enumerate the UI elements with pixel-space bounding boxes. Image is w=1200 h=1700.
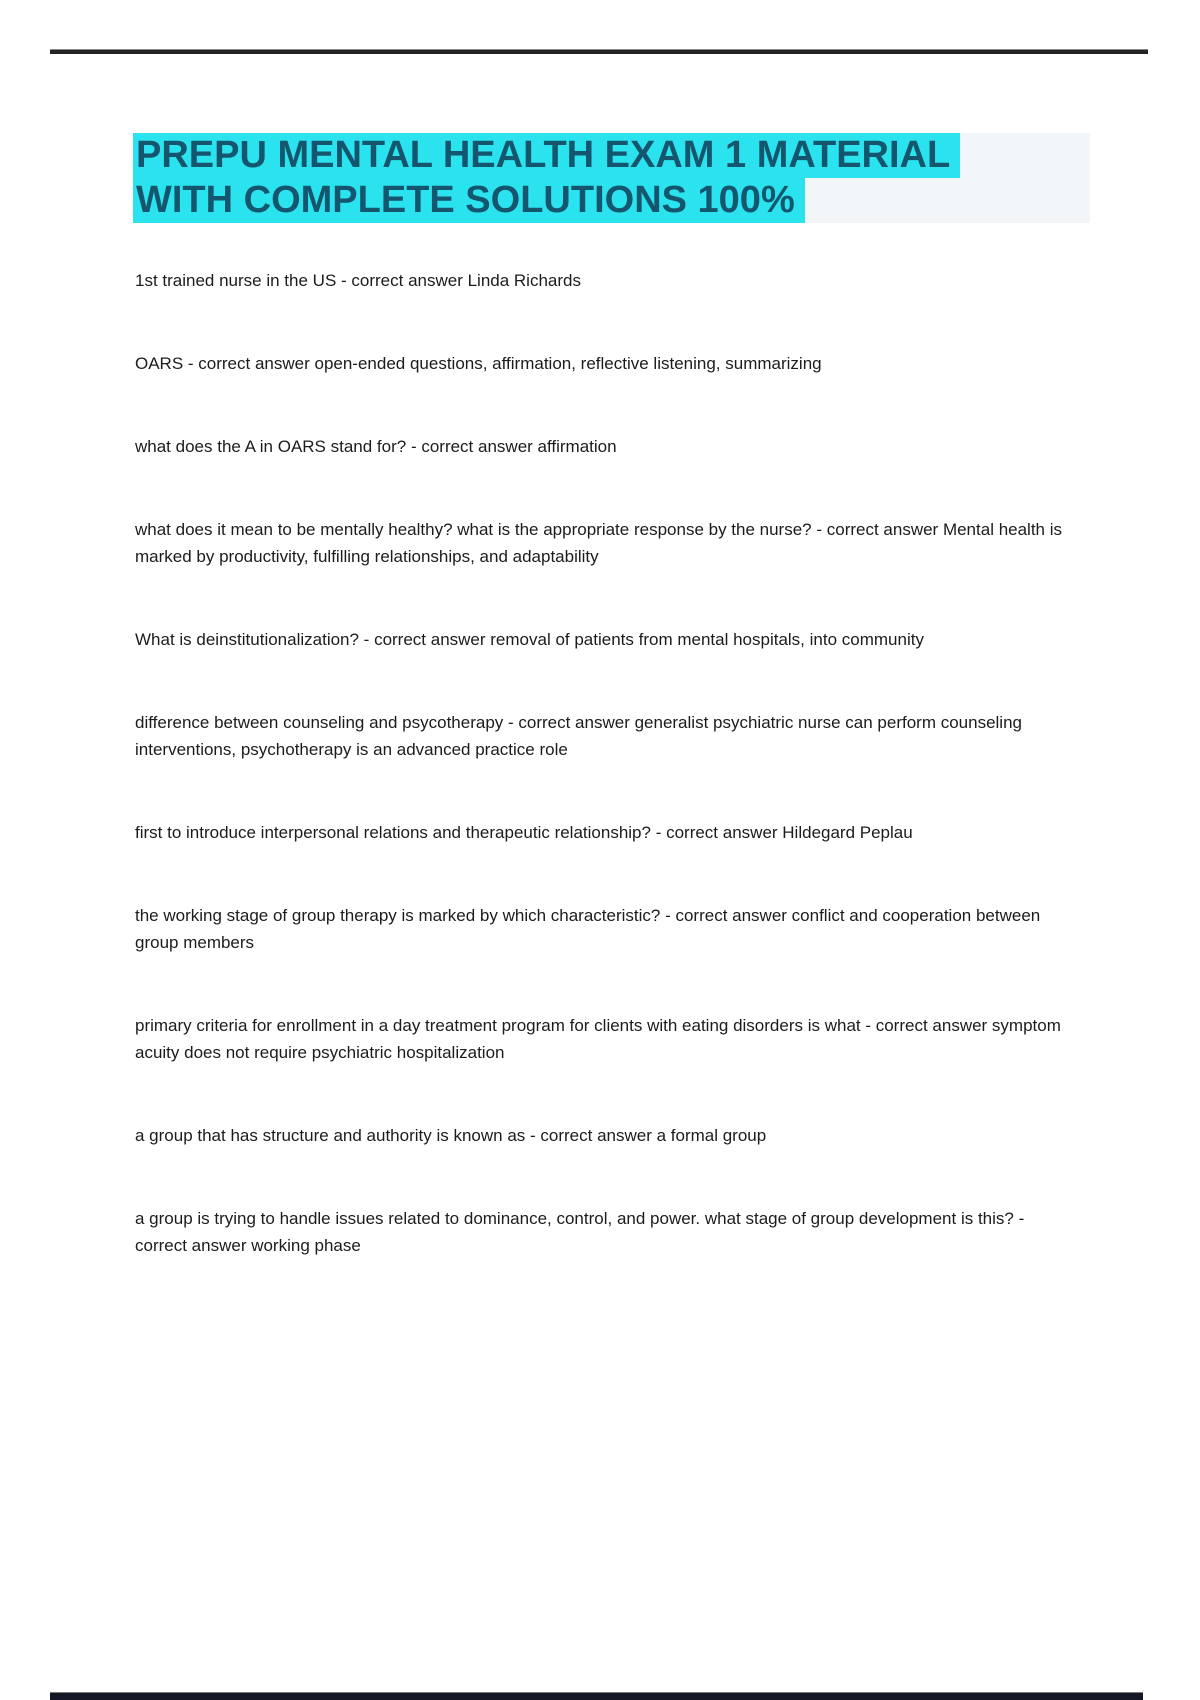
footer-bar: [50, 1692, 1143, 1700]
title-block: [133, 133, 1090, 223]
page-title-line-2: [133, 178, 1090, 223]
page-title-highlight-2: WITH COMPLETE SOLUTIONS 100%: [133, 178, 805, 223]
qa-paragraph: 1st trained nurse in the US - correct answer Linda Richards: [135, 271, 581, 290]
qa-list: [133, 267, 1090, 1259]
qa-paragraph: primary criteria for enrollment in a day treatment program for clients with eating disorders is what - correct answer symptom acuity does not require psychiatric hospitalization: [135, 1016, 1061, 1062]
qa-paragraph: difference between counseling and psycotherapy - correct answer generalist psychiatric nurse can perform counseling interventions, psychotherapy is an advanced practice role: [135, 713, 1022, 759]
qa-paragraph: What is deinstitutionalization? - correct answer removal of patients from mental hospitals, into community: [135, 630, 924, 649]
qa-paragraph: what does the A in OARS stand for? - correct answer affirmation: [135, 437, 617, 456]
page-title-line-1: [133, 133, 1090, 178]
page-content: [133, 133, 1090, 1315]
page-title-highlight-1: PREPU MENTAL HEALTH EXAM 1 MATERIAL: [133, 133, 960, 178]
qa-paragraph: a group that has structure and authority is known as - correct answer a formal group: [135, 1126, 767, 1145]
qa-paragraph: OARS - correct answer open-ended questions, affirmation, reflective listening, summarizing: [135, 354, 822, 373]
header-rule: [50, 49, 1148, 54]
qa-paragraph: a group is trying to handle issues related to dominance, control, and power. what stage of group development is this? - correct answer working phase: [135, 1209, 1025, 1255]
qa-paragraph: the working stage of group therapy is marked by which characteristic? - correct answer conflict and cooperation between group members: [135, 906, 1041, 952]
qa-paragraph: what does it mean to be mentally healthy? what is the appropriate response by the nurse? - correct answer Mental health is marked by productivity, fulfilling relationships, and adaptability: [135, 520, 1063, 566]
qa-paragraph: first to introduce interpersonal relations and therapeutic relationship? - correct answer Hildegard Peplau: [135, 823, 913, 842]
